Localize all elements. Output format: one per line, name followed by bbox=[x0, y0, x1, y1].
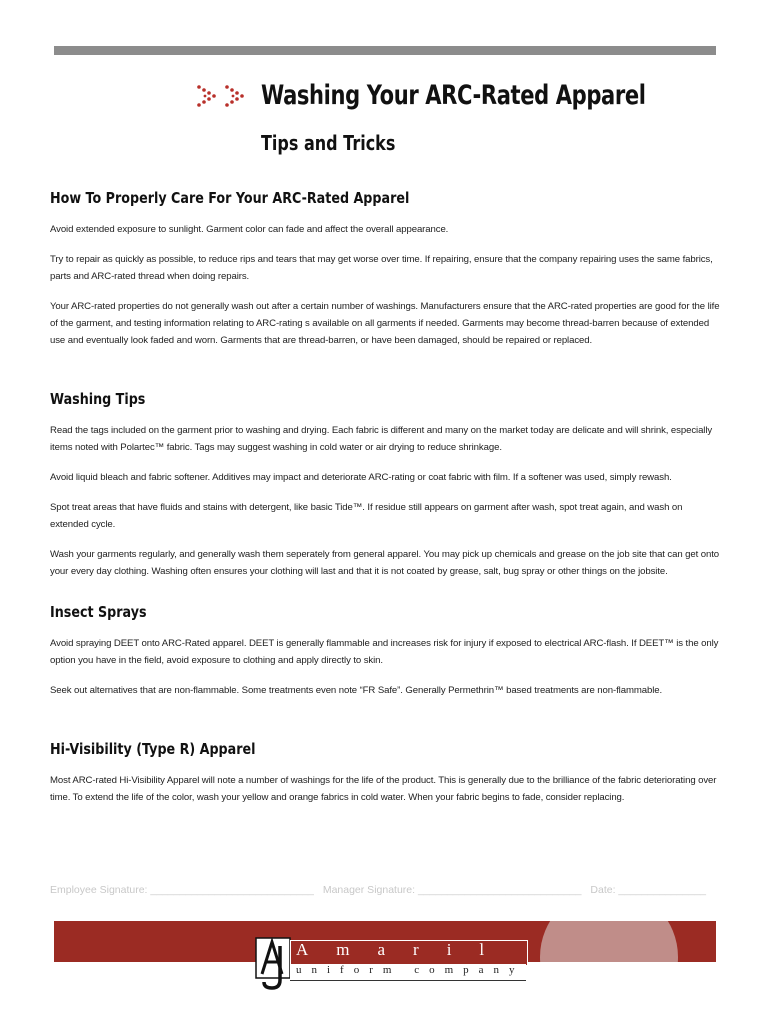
paragraph: Try to repair as quickly as possible, to reduce rips and tears that may get worse over time. If repairing, ensure that the company repairing uses the same fabrics, parts and ARC-rated thread when doing repairs. bbox=[50, 254, 713, 282]
paragraph: Wash your garments regularly, and generally wash them seperately from general apparel. You may pick up chemicals and grease on the job site that can get onto your every day clothing. Washing often ensures your clothing will last and that it is not coated by grease, salt, bug spray or other things on the jobsite. bbox=[50, 549, 720, 577]
paragraph: Your ARC-rated properties do not generally wash out after a certain number of washings. Manufacturers ensure that the ARC-rated properties are good for the life of the garment, and testing information relating to ARC-rating s available on all garments if needed. Garments may become thread-barren because of extended use and eventually look faded and worn. Garments that are thread-barren, or have been damaged, should be repaired or replaced. bbox=[50, 301, 720, 346]
page-title: Washing Your ARC-Rated Apparel bbox=[261, 80, 646, 111]
paragraph: Avoid extended exposure to sunlight. Garment color can fade and affect the overall appearance. bbox=[50, 224, 449, 235]
employee-signature-field[interactable]: Employee Signature: ____________________________ bbox=[50, 884, 314, 896]
logo-tagline: uniform company bbox=[296, 964, 525, 976]
date-field[interactable]: Date: _______________ bbox=[590, 884, 707, 896]
paragraph: Avoid spraying DEET onto ARC-Rated apparel. DEET is generally flammable and increases risk for injury if exposed to electrical ARC-flash. If DEET™ is the only option you have in the field, avoid exposure to clothing and apply directly to skin. bbox=[50, 638, 719, 666]
section-care bbox=[50, 189, 720, 362]
section-heading: How To Properly Care For Your ARC-Rated Apparel bbox=[50, 189, 410, 207]
section-heading: Washing Tips bbox=[50, 390, 146, 408]
company-logo bbox=[254, 936, 530, 990]
paragraph: Spot treat areas that have fluids and stains with detergent, like basic Tide™. If residue still appears on garment after wash, spot treat again, and wash on extended cycle. bbox=[50, 502, 683, 530]
double-chevron-icon bbox=[196, 84, 250, 108]
signature-line bbox=[50, 884, 730, 896]
manager-signature-field[interactable]: Manager Signature: ____________________________ bbox=[322, 884, 582, 896]
section-insect-sprays bbox=[50, 603, 720, 712]
section-washing-tips bbox=[50, 390, 720, 593]
logo-monogram-icon bbox=[254, 936, 294, 990]
paragraph: Read the tags included on the garment prior to washing and drying. Each fabric is different and many on the market today are delicate and will shrink, especially items noted with Polartec™ fabric. Tags may suggest washing in cold water or air drying to reduce shrinkage. bbox=[50, 425, 713, 453]
paragraph: Most ARC-rated Hi-Visibility Apparel will note a number of washings for the life of the product. This is generally due to the brilliance of the fabric deteriorating over time. To extend the life of the color, wash your yellow and orange fabrics in cold water. When your fabric begins to fade, consider replacing. bbox=[50, 775, 717, 803]
section-hi-visibility bbox=[50, 740, 720, 819]
paragraph: Avoid liquid bleach and fabric softener. Additives may impact and deteriorate ARC-rating or coat fabric with film. If a softener was used, simply rewash. bbox=[50, 472, 672, 483]
page-subtitle: Tips and Tricks bbox=[261, 131, 396, 155]
section-heading: Hi-Visibility (Type R) Apparel bbox=[50, 740, 256, 758]
logo-wordmark: Amaril bbox=[296, 940, 513, 959]
paragraph: Seek out alternatives that are non-flammable. Some treatments even note “FR Safe”. Generally Permethrin™ based treatments are non-flammable. bbox=[50, 685, 663, 696]
section-heading: Insect Sprays bbox=[50, 603, 147, 621]
top-rule bbox=[54, 46, 716, 55]
